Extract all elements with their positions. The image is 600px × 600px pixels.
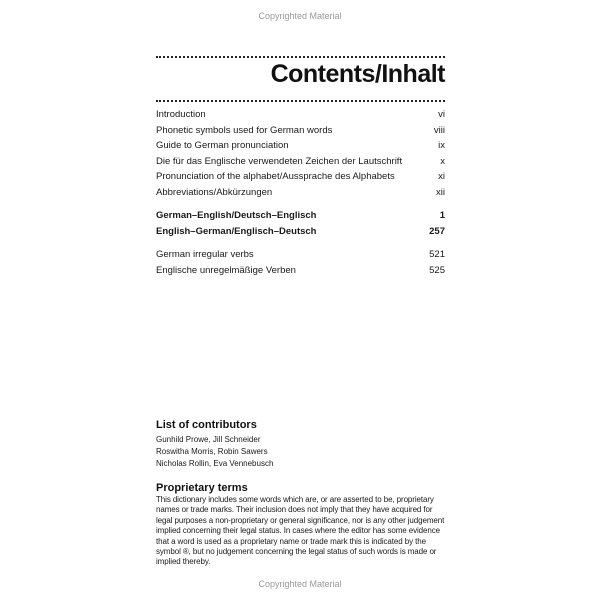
toc-entry-page: viii <box>433 124 445 136</box>
watermark-top: Copyrighted Material <box>258 11 342 21</box>
page-title: Contents/Inhalt <box>270 60 445 88</box>
dotted-rule-top <box>156 56 445 58</box>
toc-entry[interactable] <box>156 169 445 185</box>
toc-entry-page: vi <box>438 109 445 120</box>
toc-entry-label: Die für das Englische verwendeten Zeichen der Lautschrift <box>156 155 403 167</box>
toc-entry-label: Abbreviations/Abkürzungen <box>156 186 273 198</box>
toc-entry-label: English–German/Englisch–Deutsch <box>156 226 317 237</box>
toc-entry-label: Introduction <box>156 109 206 120</box>
toc-entry[interactable] <box>156 123 445 139</box>
toc-entry-page: xi <box>438 171 445 182</box>
toc-entry-page: ix <box>438 140 445 151</box>
toc-dictionary-sections <box>156 208 445 240</box>
contributor-line: Nicholas Rollin, Eva Vennebusch <box>156 459 274 468</box>
toc-entry-page: 525 <box>429 264 445 276</box>
dotted-rule-bottom <box>156 100 445 102</box>
toc-entry[interactable] <box>156 263 445 279</box>
toc-entry-page: x <box>440 155 445 167</box>
toc-appendices <box>156 247 445 278</box>
watermark-bottom: Copyrighted Material <box>258 579 342 589</box>
toc-entry[interactable] <box>156 107 445 123</box>
contributors-list <box>156 434 273 470</box>
contributor-line: Gunhild Prowe, Jill Schneider <box>156 435 261 444</box>
proprietary-terms-heading: Proprietary terms <box>156 482 248 494</box>
toc-entry-label: Pronunciation of the alphabet/Aussprache des Alphabets <box>156 171 395 182</box>
toc-entry-label: German irregular verbs <box>156 249 254 260</box>
toc-entry-page: 1 <box>439 210 445 221</box>
toc-front-matter <box>156 107 445 200</box>
toc-entry-label: German–English/Deutsch–Englisch <box>156 210 317 221</box>
proprietary-terms-text: This dictionary includes some words which are, or are asserted to be, proprietary names or trade marks. Their inclusion does not imply that they have acquired for legal purposes a non-proprietary or general significance, nor is any other judgement implied concerning their legal status. In cases where the editor has some evidence that a word is used as a proprietary name or trade mark this is indicated by the symbol ®, but no judgement concerning the legal status of such words is made or implied thereby. <box>156 495 445 567</box>
toc-entry-label: Phonetic symbols used for German words <box>156 124 333 136</box>
toc-entry[interactable] <box>156 185 445 201</box>
toc-entry[interactable] <box>156 208 445 224</box>
toc-entry-page: 521 <box>429 249 445 260</box>
contributor-line: Roswitha Morris, Robin Sawers <box>156 447 268 456</box>
toc-entry[interactable] <box>156 138 445 154</box>
toc-entry[interactable] <box>156 247 445 263</box>
toc-entry-label: Guide to German pronunciation <box>156 140 289 151</box>
toc-entry-page: 257 <box>429 226 445 237</box>
toc-entry[interactable] <box>156 154 445 170</box>
toc-entry-page: xii <box>436 186 445 198</box>
toc-entry[interactable] <box>156 224 445 240</box>
contributors-heading: List of contributors <box>156 419 257 431</box>
toc-entry-label: Englische unregelmäßige Verben <box>156 264 296 276</box>
